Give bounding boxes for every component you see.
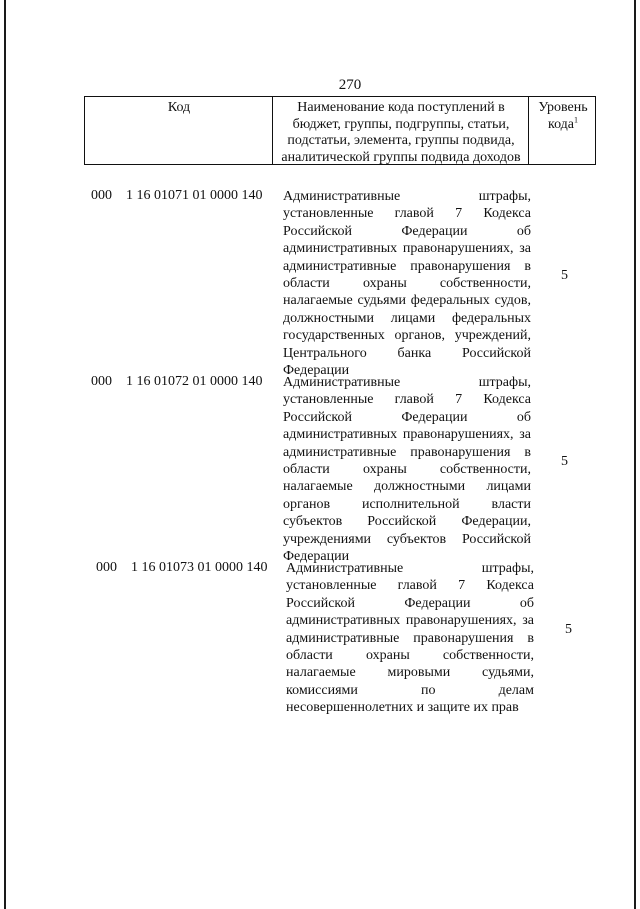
- header-name: [275, 100, 527, 166]
- footnote-marker: 1: [574, 114, 579, 124]
- description-line: Административные штрафы,: [283, 375, 531, 390]
- header-name-line: подстатьи, элемента, группы подвида,: [287, 133, 515, 148]
- table-header: [84, 96, 596, 165]
- header-level: [531, 100, 595, 133]
- header-level-line: Уровень: [538, 100, 588, 115]
- scan-edge-left: [4, 0, 6, 909]
- description-line: комиссиями по делам: [286, 682, 534, 698]
- description-line: органов исполнительной власти: [283, 496, 531, 512]
- description-line: учреждениями субъектов Российской: [283, 531, 531, 547]
- admin-code: 000: [96, 560, 117, 575]
- description-line: установленные главой 7 Кодекса: [283, 206, 531, 222]
- revenue-code: 1 16 01071 01 0000 140: [126, 188, 263, 203]
- description-line: административных правонарушениях, за: [286, 613, 534, 629]
- description-line: Федерации: [283, 363, 350, 379]
- revenue-description: [283, 188, 531, 379]
- description-line: Административные штрафы,: [286, 561, 534, 576]
- description-line: области охраны собственности,: [283, 462, 531, 478]
- page-number: 270: [338, 77, 362, 93]
- description-line: области охраны собственности,: [283, 276, 531, 292]
- description-line: Российской Федерации об: [283, 223, 531, 239]
- header-level-line: [531, 114, 595, 134]
- description-line: установленные главой 7 Кодекса: [283, 392, 531, 408]
- revenue-code: 1 16 01072 01 0000 140: [126, 374, 263, 389]
- description-line: установленные главой 7 Кодекса: [286, 578, 534, 594]
- description-line: Административные штрафы,: [283, 189, 531, 204]
- description-line: Центрального банка Российской: [283, 345, 531, 361]
- code-level: 5: [565, 622, 572, 637]
- revenue-code: 1 16 01073 01 0000 140: [131, 560, 268, 575]
- description-line: налагаемые судьями федеральных судов,: [283, 293, 531, 309]
- description-line: должностными лицами федеральных: [283, 310, 531, 326]
- code-level: 5: [561, 268, 568, 283]
- description-line: государственных органов, учреждений,: [283, 328, 531, 344]
- column-divider: [528, 97, 529, 164]
- description-line: налагаемые должностными лицами: [283, 479, 531, 495]
- code-level: 5: [561, 454, 568, 469]
- description-line: административные правонарушения в: [283, 258, 531, 274]
- scan-edge-right: [634, 0, 636, 909]
- description-line: административных правонарушениях, за: [283, 427, 531, 443]
- description-line: налагаемые мировыми судьями,: [286, 665, 534, 681]
- admin-code: 000: [91, 374, 112, 389]
- description-line: административные правонарушения в: [286, 630, 534, 646]
- description-line: административных правонарушениях, за: [283, 241, 531, 257]
- header-code: Код: [167, 100, 191, 115]
- description-line: Российской Федерации об: [283, 409, 531, 425]
- header-name-line: аналитической группы подвида доходов: [281, 149, 521, 165]
- admin-code: 000: [91, 188, 112, 203]
- description-line: несовершеннолетних и защите их прав: [286, 700, 519, 716]
- description-line: субъектов Российской Федерации,: [283, 514, 531, 530]
- header-name-line: бюджет, группы, подгруппы, статьи,: [292, 116, 510, 132]
- description-line: области охраны собственности,: [286, 648, 534, 664]
- description-line: Федерации: [283, 549, 350, 565]
- revenue-description: [286, 560, 534, 717]
- description-line: административные правонарушения в: [283, 444, 531, 460]
- header-level-text: кода: [547, 116, 575, 132]
- header-name-line: Наименование кода поступлений в: [297, 100, 505, 115]
- description-line: Российской Федерации об: [286, 595, 534, 611]
- revenue-description: [283, 374, 531, 565]
